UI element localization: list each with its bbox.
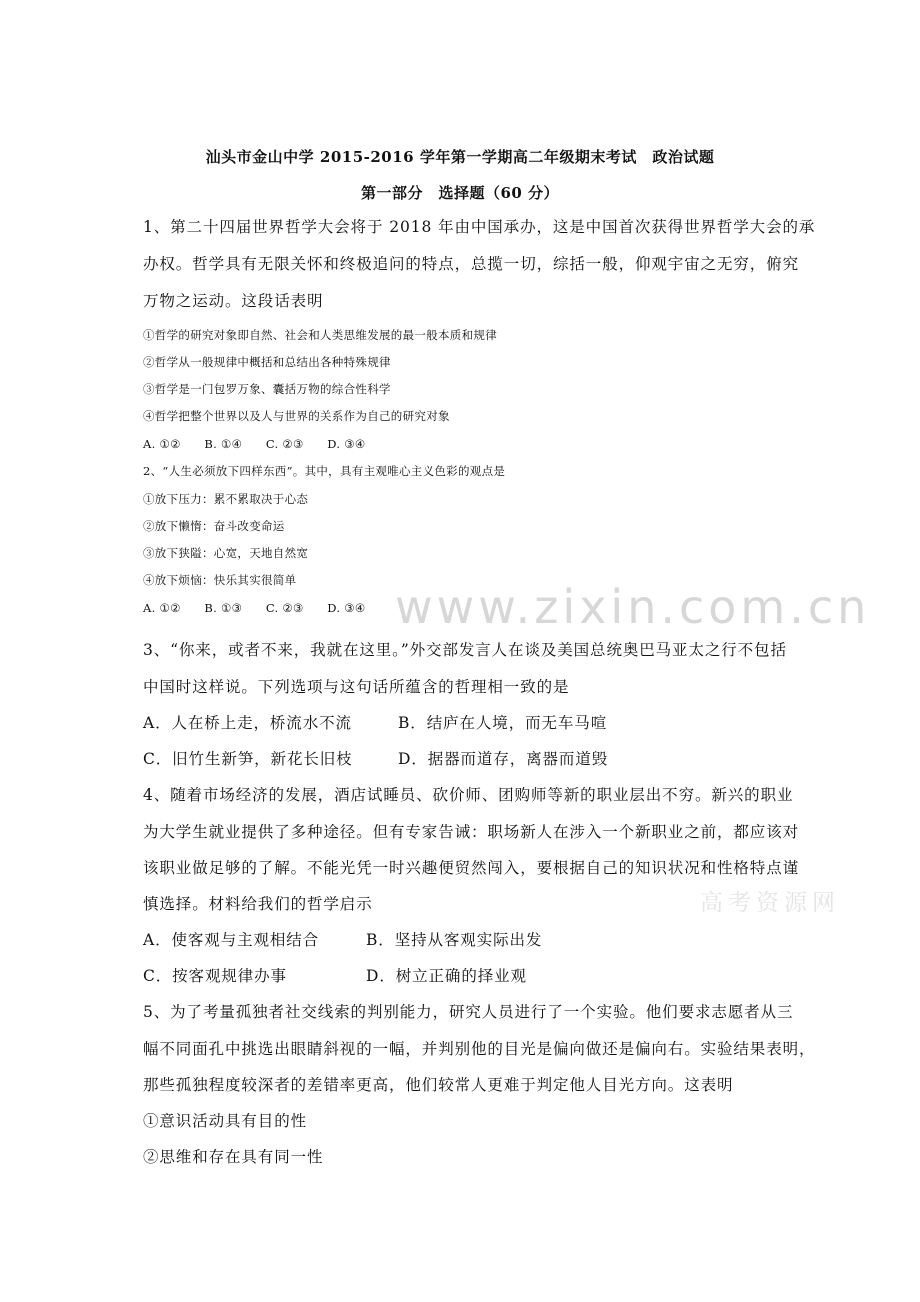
q3-option-d: D．据器而道存，离器而道毁: [398, 750, 609, 768]
q5-stem-line: 5、为了考量孤独者社交线索的判别能力，研究人员进行了一个实验。他们要求志愿者从三: [143, 1003, 794, 1021]
q3-stem-line: 中国时这样说。下列选项与这句话所蕴含的哲理相一致的是: [143, 678, 570, 696]
q1-stem-line: 万物之运动。这段话表明: [143, 292, 324, 310]
q4-option-a: A．使客观与主观相结合: [143, 931, 320, 949]
q4-stem-line: 4、随着市场经济的发展，酒店试睡员、砍价师、团购师等新的职业层出不穷。新兴的职业: [143, 786, 794, 804]
q5-item: ②思维和存在具有同一性: [143, 1148, 324, 1166]
q1-item: ②哲学从一般规律中概括和总结出各种特殊规律: [143, 355, 391, 369]
q3-option-b: B．结庐在人境，而无车马喧: [398, 714, 608, 732]
q1-item: ④哲学把整个世界以及人与世界的关系作为自己的研究对象: [143, 409, 450, 423]
q1-stem-line: 1、第二十四届世界哲学大会将于 2018 年由中国承办，这是中国首次获得世界哲学大会的承: [143, 218, 816, 236]
q2-item: ②放下懒惰：奋斗改变命运: [143, 519, 285, 533]
q2-item: ④放下烦恼：快乐其实很简单: [143, 573, 297, 587]
exam-title: 汕头市金山中学 2015-2016 学年第一学期高二年级期末考试 政治试题: [205, 148, 715, 166]
q5-stem-line: 那些孤独程度较深者的差错率更高，他们较常人更难于判定他人目光方向。这表明: [143, 1076, 734, 1094]
q4-stem-line: 慎选择。材料给我们的哲学启示: [143, 895, 373, 913]
q1-stem-line: 办权。哲学具有无限关怀和终极追问的特点，总揽一切，综括一般，仰观宇宙之无穷，俯究: [143, 255, 800, 273]
q4-stem-line: 为大学生就业提供了多种途径。但有专家告诫：职场新人在涉入一个新职业之前，都应该对: [143, 823, 800, 841]
q2-item: ①放下压力：累不累取决于心态: [143, 492, 309, 506]
q3-stem-line: 3、“你来，或者不来，我就在这里。”外交部发言人在谈及美国总统奥巴马亚太之行不包括: [143, 641, 787, 659]
q2-choices: A. ①② B. ①③ C. ②③ D. ③④: [143, 601, 366, 615]
resource-stamp: 高考资源网: [700, 890, 840, 916]
q1-item: ①哲学的研究对象即自然、社会和人类思维发展的最一般本质和规律: [143, 328, 497, 342]
q3-option-a: A．人在桥上走，桥流水不流: [143, 714, 352, 732]
q5-stem-line: 幅不同面孔中挑选出眼睛斜视的一幅，并判别他的目光是偏向做还是偏向右。实验结果表明，: [143, 1040, 816, 1058]
q5-item: ①意识活动具有目的性: [143, 1112, 308, 1130]
q1-choices: A. ①② B. ①④ C. ②③ D. ③④: [143, 437, 366, 451]
q4-option-d: D．树立正确的择业观: [366, 967, 527, 985]
q4-stem-line: 该职业做足够的了解。不能光凭一时兴趣便贸然闯入，要根据自己的知识状况和性格特点谨: [143, 859, 800, 877]
q3-option-c: C．旧竹生新笋，新花长旧枝: [143, 750, 353, 768]
q4-option-c: C．按客观规律办事: [143, 967, 287, 985]
section-heading: 第一部分 选择题（60 分）: [360, 184, 560, 202]
q2-item: ③放下狭隘：心宽，天地自然宽: [143, 546, 309, 560]
site-watermark: www.zixin.com.cn: [395, 580, 871, 634]
q1-item: ③哲学是一门包罗万象、囊括万物的综合性科学: [143, 382, 391, 396]
q2-stem: 2、“人生必须放下四样东西”。其中，具有主观唯心主义色彩的观点是: [143, 464, 506, 478]
q4-option-b: B．坚持从客观实际出发: [366, 931, 543, 949]
